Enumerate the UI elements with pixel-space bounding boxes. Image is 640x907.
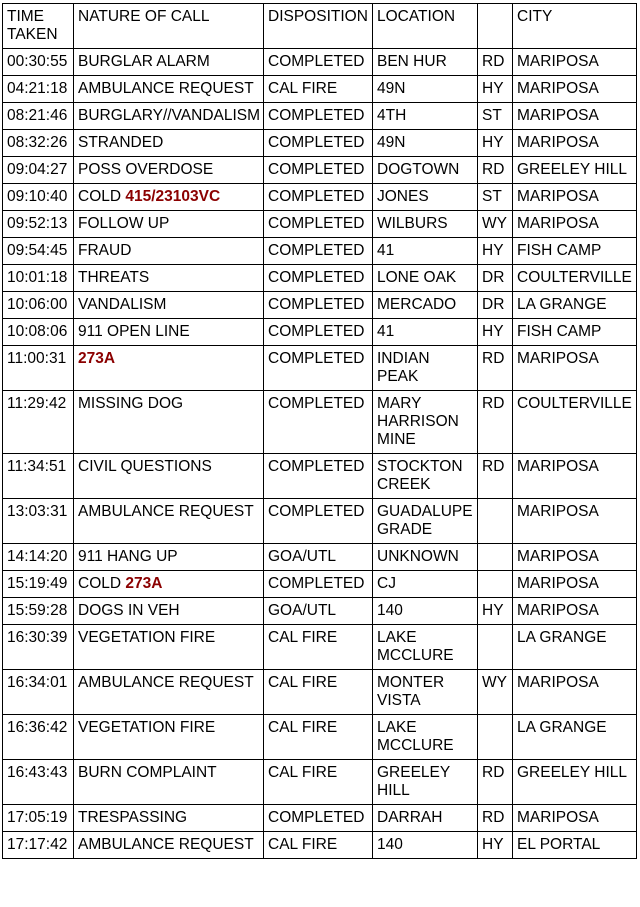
nature-cell <box>74 391 264 454</box>
location-cell: STOCKTON CREEK <box>373 454 478 499</box>
header-disposition: DISPOSITION <box>264 4 373 49</box>
table-row <box>3 760 637 805</box>
time-cell: 11:34:51 <box>3 454 74 499</box>
table-row <box>3 346 637 391</box>
city-cell: FISH CAMP <box>513 319 637 346</box>
table-row <box>3 157 637 184</box>
disposition-cell: COMPLETED <box>264 103 373 130</box>
nature-code-highlight: 273A <box>78 350 116 367</box>
location-cell: 41 <box>373 319 478 346</box>
street-suffix-cell: ST <box>478 103 513 130</box>
nature-text: TRESPASSING <box>78 809 188 826</box>
nature-cell <box>74 544 264 571</box>
street-suffix-cell: HY <box>478 598 513 625</box>
time-cell: 09:52:13 <box>3 211 74 238</box>
header-time-taken: TIME TAKEN <box>3 4 74 49</box>
nature-text: STRANDED <box>78 134 164 151</box>
nature-text: AMBULANCE REQUEST <box>78 836 254 853</box>
nature-cell <box>74 571 264 598</box>
city-cell: MARIPOSA <box>513 598 637 625</box>
time-cell: 16:36:42 <box>3 715 74 760</box>
location-cell: INDIAN PEAK <box>373 346 478 391</box>
nature-cell <box>74 670 264 715</box>
nature-text: BURGLARY//VANDALISM <box>78 107 261 124</box>
location-cell: GREELEY HILL <box>373 760 478 805</box>
table-row <box>3 130 637 157</box>
nature-cell <box>74 49 264 76</box>
table-row <box>3 103 637 130</box>
city-cell: FISH CAMP <box>513 238 637 265</box>
nature-cell <box>74 715 264 760</box>
time-cell: 17:17:42 <box>3 832 74 859</box>
time-cell: 10:06:00 <box>3 292 74 319</box>
call-log-table <box>2 3 637 859</box>
disposition-cell: COMPLETED <box>264 319 373 346</box>
disposition-cell: CAL FIRE <box>264 76 373 103</box>
nature-cell <box>74 265 264 292</box>
header-street-suffix <box>478 4 513 49</box>
table-row <box>3 391 637 454</box>
nature-cell <box>74 832 264 859</box>
disposition-cell: COMPLETED <box>264 184 373 211</box>
nature-text: FRAUD <box>78 242 132 259</box>
nature-cell <box>74 805 264 832</box>
street-suffix-cell: HY <box>478 832 513 859</box>
table-row <box>3 238 637 265</box>
disposition-cell: COMPLETED <box>264 805 373 832</box>
location-cell: MERCADO <box>373 292 478 319</box>
table-row <box>3 715 637 760</box>
nature-cell <box>74 598 264 625</box>
nature-cell <box>74 346 264 391</box>
nature-text: CIVIL QUESTIONS <box>78 458 212 475</box>
disposition-cell: COMPLETED <box>264 265 373 292</box>
location-cell: LAKE MCCLURE <box>373 625 478 670</box>
nature-cell <box>74 499 264 544</box>
disposition-cell: COMPLETED <box>264 292 373 319</box>
city-cell: EL PORTAL <box>513 832 637 859</box>
table-row <box>3 805 637 832</box>
city-cell: MARIPOSA <box>513 499 637 544</box>
disposition-cell: CAL FIRE <box>264 670 373 715</box>
city-cell: MARIPOSA <box>513 346 637 391</box>
nature-text: BURGLAR ALARM <box>78 53 210 70</box>
street-suffix-cell: DR <box>478 292 513 319</box>
city-cell: COULTERVILLE <box>513 265 637 292</box>
street-suffix-cell: HY <box>478 130 513 157</box>
city-cell: MARIPOSA <box>513 103 637 130</box>
header-city: CITY <box>513 4 637 49</box>
time-cell: 09:10:40 <box>3 184 74 211</box>
location-cell: GUADALUPE GRADE <box>373 499 478 544</box>
city-cell: MARIPOSA <box>513 454 637 499</box>
street-suffix-cell: RD <box>478 346 513 391</box>
disposition-cell: COMPLETED <box>264 571 373 598</box>
nature-text: THREATS <box>78 269 150 286</box>
location-cell: 49N <box>373 76 478 103</box>
nature-text: AMBULANCE REQUEST <box>78 80 254 97</box>
city-cell: LA GRANGE <box>513 625 637 670</box>
disposition-cell: GOA/UTL <box>264 598 373 625</box>
nature-text: 911 HANG UP <box>78 548 178 565</box>
location-cell: 140 <box>373 832 478 859</box>
street-suffix-cell: HY <box>478 319 513 346</box>
city-cell: MARIPOSA <box>513 544 637 571</box>
table-row <box>3 598 637 625</box>
street-suffix-cell: RD <box>478 157 513 184</box>
nature-cell <box>74 292 264 319</box>
table-row <box>3 544 637 571</box>
table-row <box>3 211 637 238</box>
location-cell: 4TH <box>373 103 478 130</box>
nature-cell <box>74 238 264 265</box>
nature-text: COLD <box>78 188 126 205</box>
time-cell: 17:05:19 <box>3 805 74 832</box>
table-row <box>3 184 637 211</box>
time-cell: 08:32:26 <box>3 130 74 157</box>
table-row <box>3 625 637 670</box>
nature-cell <box>74 319 264 346</box>
street-suffix-cell: RD <box>478 454 513 499</box>
city-cell: MARIPOSA <box>513 130 637 157</box>
nature-text: COLD <box>78 575 126 592</box>
nature-text: FOLLOW UP <box>78 215 170 232</box>
location-cell: 140 <box>373 598 478 625</box>
time-cell: 16:30:39 <box>3 625 74 670</box>
disposition-cell: CAL FIRE <box>264 832 373 859</box>
time-cell: 10:08:06 <box>3 319 74 346</box>
disposition-cell: COMPLETED <box>264 346 373 391</box>
time-cell: 11:00:31 <box>3 346 74 391</box>
nature-text: MISSING DOG <box>78 395 184 412</box>
time-cell: 00:30:55 <box>3 49 74 76</box>
disposition-cell: COMPLETED <box>264 211 373 238</box>
city-cell: MARIPOSA <box>513 805 637 832</box>
city-cell: MARIPOSA <box>513 571 637 598</box>
location-cell: JONES <box>373 184 478 211</box>
nature-text: DOGS IN VEH <box>78 602 180 619</box>
disposition-cell: COMPLETED <box>264 454 373 499</box>
table-row <box>3 76 637 103</box>
nature-cell <box>74 760 264 805</box>
city-cell: MARIPOSA <box>513 49 637 76</box>
nature-text: BURN COMPLAINT <box>78 764 217 781</box>
nature-cell <box>74 184 264 211</box>
table-row <box>3 265 637 292</box>
disposition-cell: CAL FIRE <box>264 715 373 760</box>
location-cell: CJ <box>373 571 478 598</box>
disposition-cell: COMPLETED <box>264 130 373 157</box>
time-cell: 15:19:49 <box>3 571 74 598</box>
location-cell: MONTER VISTA <box>373 670 478 715</box>
nature-cell <box>74 76 264 103</box>
table-row <box>3 292 637 319</box>
street-suffix-cell <box>478 715 513 760</box>
nature-text: 911 OPEN LINE <box>78 323 190 340</box>
disposition-cell: COMPLETED <box>264 157 373 184</box>
location-cell: MARY HARRISON MINE <box>373 391 478 454</box>
nature-text: VANDALISM <box>78 296 167 313</box>
disposition-cell: CAL FIRE <box>264 760 373 805</box>
nature-cell <box>74 103 264 130</box>
city-cell: LA GRANGE <box>513 292 637 319</box>
street-suffix-cell: RD <box>478 391 513 454</box>
time-cell: 09:04:27 <box>3 157 74 184</box>
nature-text: AMBULANCE REQUEST <box>78 503 254 520</box>
street-suffix-cell: RD <box>478 760 513 805</box>
nature-cell <box>74 157 264 184</box>
disposition-cell: COMPLETED <box>264 49 373 76</box>
location-cell: LONE OAK <box>373 265 478 292</box>
street-suffix-cell: HY <box>478 238 513 265</box>
time-cell: 11:29:42 <box>3 391 74 454</box>
disposition-cell: CAL FIRE <box>264 625 373 670</box>
street-suffix-cell: WY <box>478 211 513 238</box>
header-nature-of-call: NATURE OF CALL <box>74 4 264 49</box>
time-cell: 08:21:46 <box>3 103 74 130</box>
street-suffix-cell: RD <box>478 805 513 832</box>
street-suffix-cell: WY <box>478 670 513 715</box>
time-cell: 14:14:20 <box>3 544 74 571</box>
disposition-cell: GOA/UTL <box>264 544 373 571</box>
street-suffix-cell: DR <box>478 265 513 292</box>
header-location: LOCATION <box>373 4 478 49</box>
location-cell: BEN HUR <box>373 49 478 76</box>
table-row <box>3 454 637 499</box>
location-cell: WILBURS <box>373 211 478 238</box>
city-cell: LA GRANGE <box>513 715 637 760</box>
nature-cell <box>74 130 264 157</box>
time-cell: 13:03:31 <box>3 499 74 544</box>
disposition-cell: COMPLETED <box>264 238 373 265</box>
nature-text: VEGETATION FIRE <box>78 719 216 736</box>
location-cell: 49N <box>373 130 478 157</box>
time-cell: 10:01:18 <box>3 265 74 292</box>
table-row <box>3 571 637 598</box>
location-cell: 41 <box>373 238 478 265</box>
city-cell: MARIPOSA <box>513 184 637 211</box>
nature-code-highlight: 273A <box>125 575 163 592</box>
table-row <box>3 319 637 346</box>
header-row <box>3 4 637 49</box>
table-row <box>3 49 637 76</box>
table-row <box>3 832 637 859</box>
city-cell: MARIPOSA <box>513 670 637 715</box>
city-cell: GREELEY HILL <box>513 760 637 805</box>
time-cell: 09:54:45 <box>3 238 74 265</box>
disposition-cell: COMPLETED <box>264 391 373 454</box>
street-suffix-cell <box>478 625 513 670</box>
location-cell: DOGTOWN <box>373 157 478 184</box>
nature-text: POSS OVERDOSE <box>78 161 214 178</box>
street-suffix-cell <box>478 499 513 544</box>
street-suffix-cell <box>478 571 513 598</box>
street-suffix-cell <box>478 544 513 571</box>
street-suffix-cell: ST <box>478 184 513 211</box>
time-cell: 04:21:18 <box>3 76 74 103</box>
nature-cell <box>74 625 264 670</box>
city-cell: COULTERVILLE <box>513 391 637 454</box>
location-cell: LAKE MCCLURE <box>373 715 478 760</box>
time-cell: 16:34:01 <box>3 670 74 715</box>
nature-code-highlight: 415/23103VC <box>125 188 221 205</box>
location-cell: UNKNOWN <box>373 544 478 571</box>
nature-text: AMBULANCE REQUEST <box>78 674 254 691</box>
time-cell: 16:43:43 <box>3 760 74 805</box>
table-row <box>3 670 637 715</box>
disposition-cell: COMPLETED <box>264 499 373 544</box>
nature-text: VEGETATION FIRE <box>78 629 216 646</box>
street-suffix-cell: HY <box>478 76 513 103</box>
nature-cell <box>74 211 264 238</box>
street-suffix-cell: RD <box>478 49 513 76</box>
nature-cell <box>74 454 264 499</box>
city-cell: GREELEY HILL <box>513 157 637 184</box>
city-cell: MARIPOSA <box>513 76 637 103</box>
location-cell: DARRAH <box>373 805 478 832</box>
city-cell: MARIPOSA <box>513 211 637 238</box>
time-cell: 15:59:28 <box>3 598 74 625</box>
table-row <box>3 499 637 544</box>
